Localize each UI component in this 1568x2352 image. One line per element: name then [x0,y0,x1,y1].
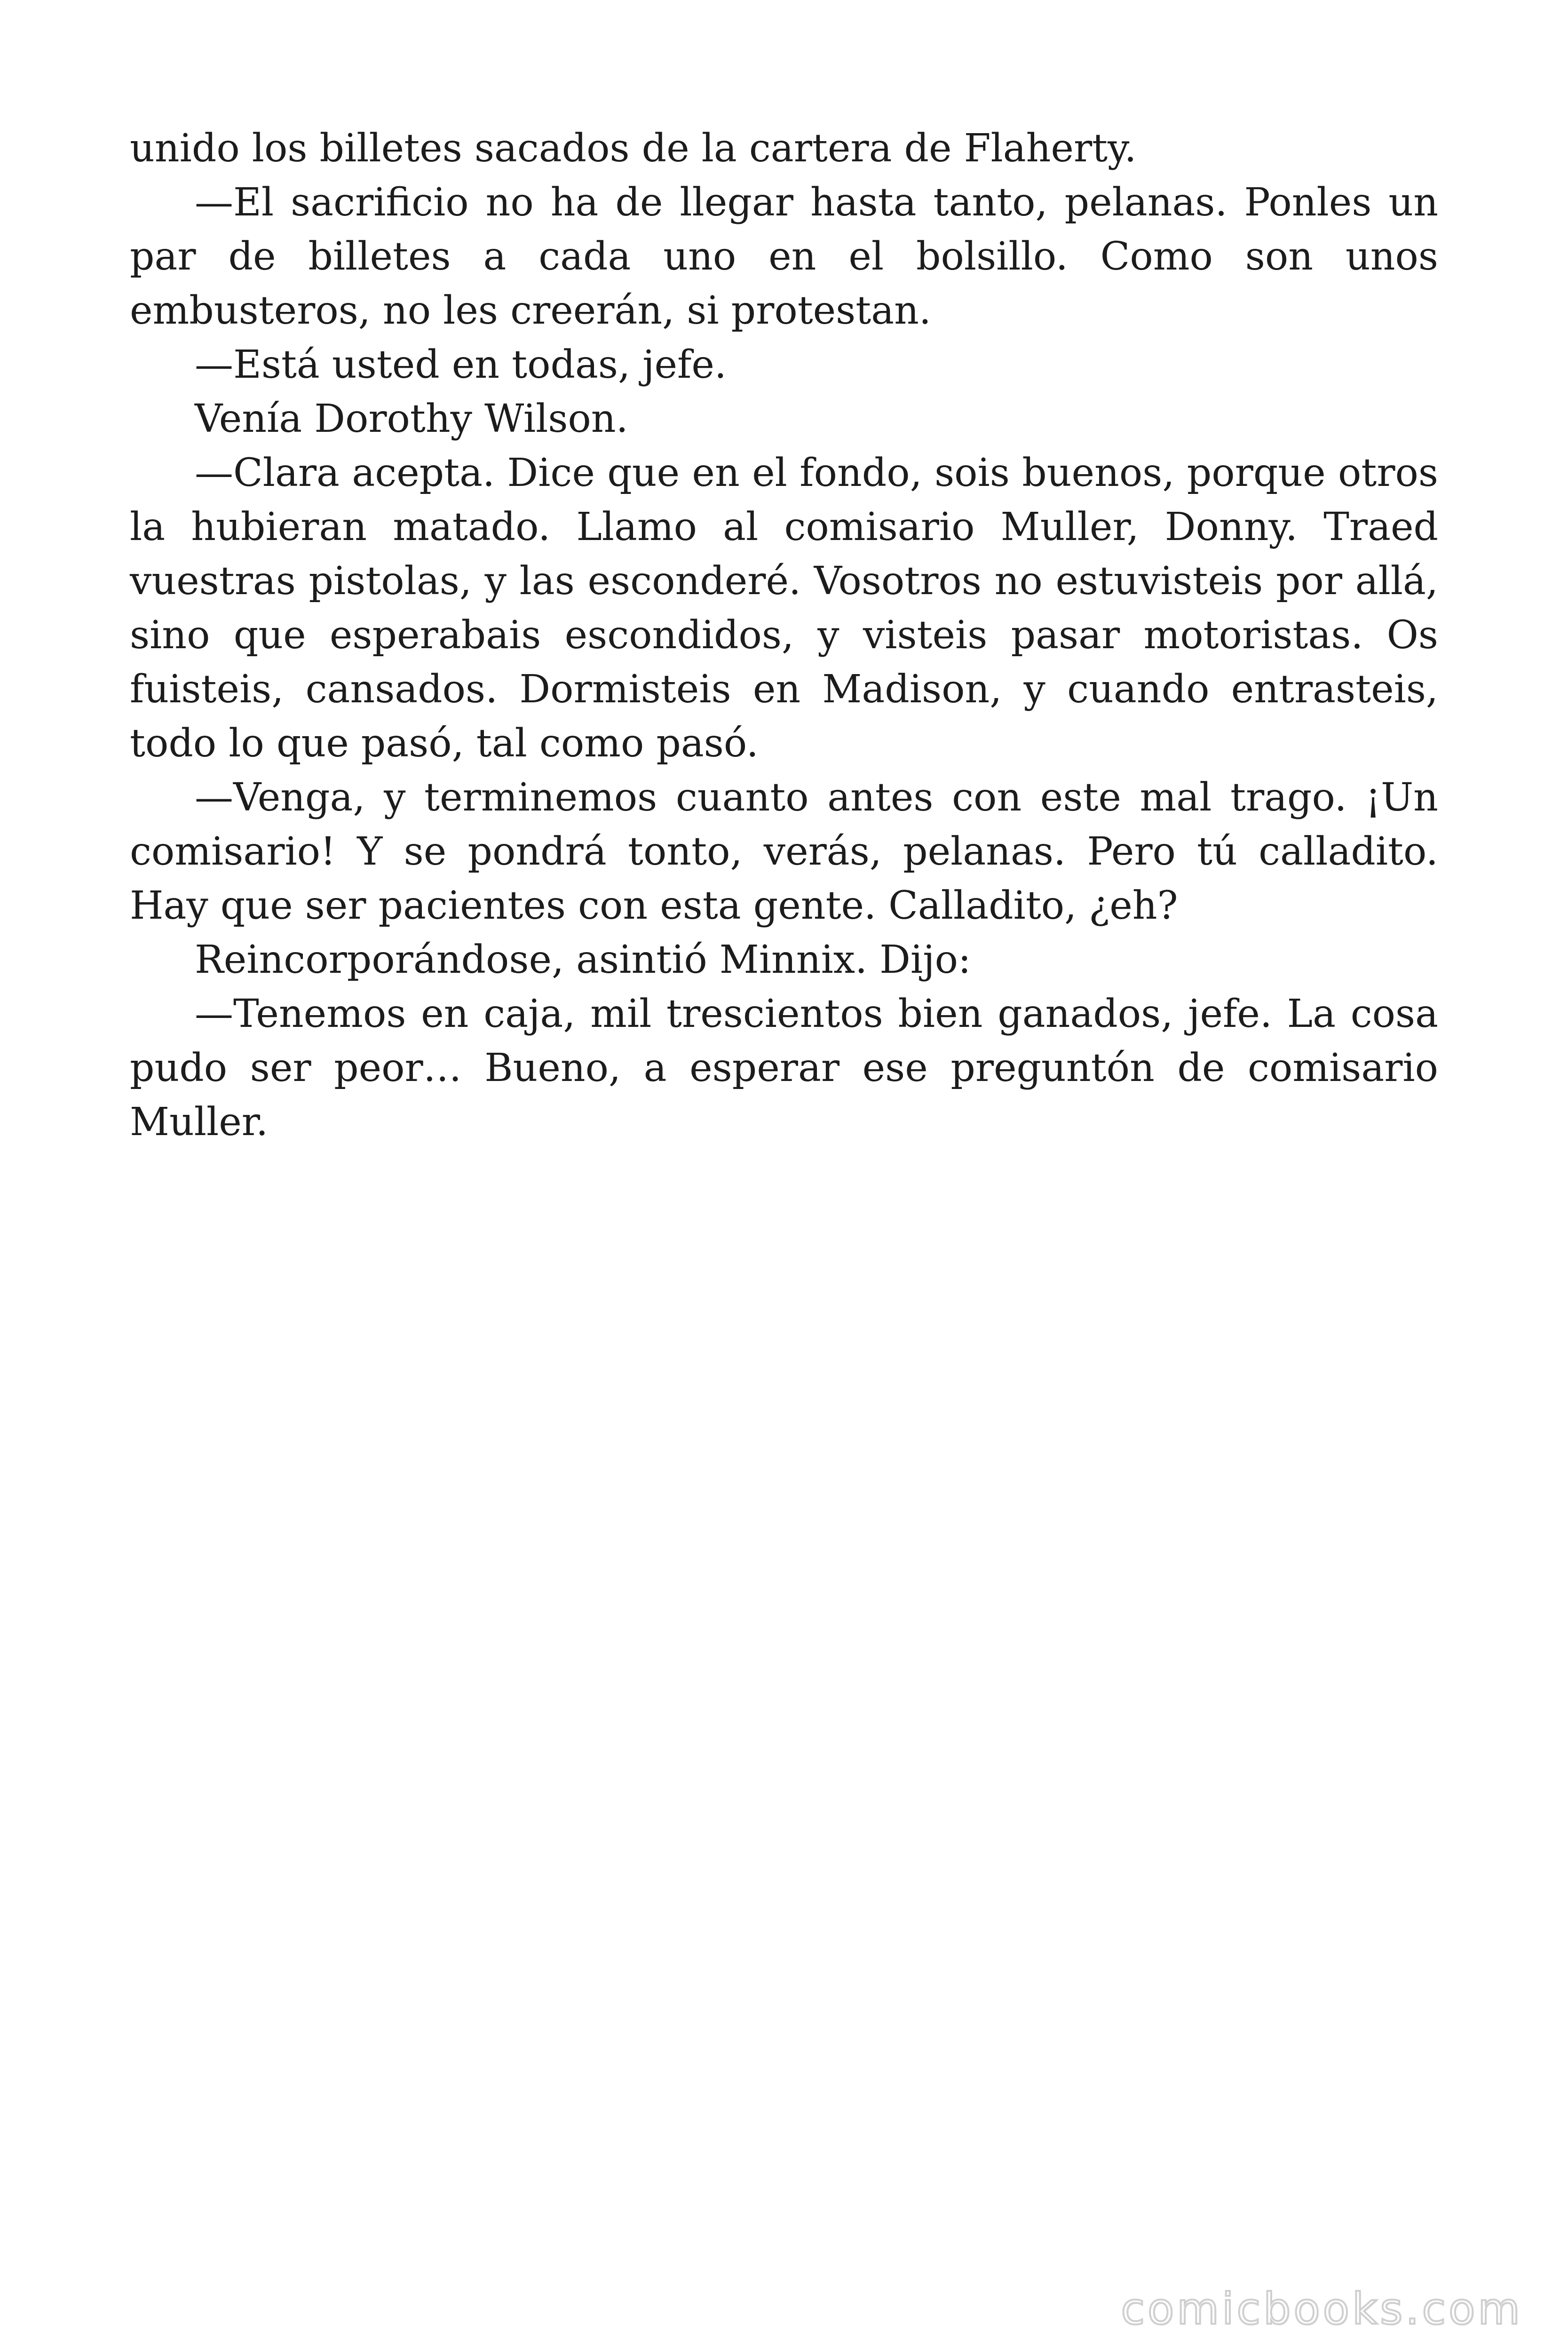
paragraph-5: —Clara acepta. Dice que en el fondo, sois buenos, porque otros la hubieran matado. Llamo al comisario Muller, Donny. Traed vuestras pistolas, y las esconderé. Vosotros no estuvisteis por allá, sino que esperabais escondidos, y visteis pasar motoristas. Os fuisteis, cansados. Dormisteis en Madison, y cuando entrasteis, todo lo que pasó, tal como pasó. [130,451,1438,766]
paragraph-8: —Tenemos en caja, mil trescientos bien ganados, jefe. La cosa pudo ser peor… Bueno, a esperar ese preguntón de comisario Muller. [130,992,1438,1144]
paragraph-7: Reincorporándose, asintió Minnix. Dijo: [195,938,971,982]
paragraph-6: —Venga, y terminemos cuanto antes con este mal trago. ¡Un comisario! Y se pondrá tonto, verás, pelanas. Pero tú calladito. Hay que ser pacientes con esta gente. Calladito, ¿eh? [130,775,1438,928]
paragraph-1: unido los billetes sacados de la cartera de Flaherty. [130,126,1137,171]
page-text [130,121,1438,1149]
watermark: comicbooks.com [1121,2284,1523,2334]
paragraph-3: —Está usted en todas, jefe. [195,342,727,387]
paragraph-2: —El sacrificio no ha de llegar hasta tanto, pelanas. Ponles un par de billetes a cada uno en el bolsillo. Como son unos embusteros, no les creerán, si protestan. [130,180,1438,333]
paragraph-4: Venía Dorothy Wilson. [195,397,628,441]
